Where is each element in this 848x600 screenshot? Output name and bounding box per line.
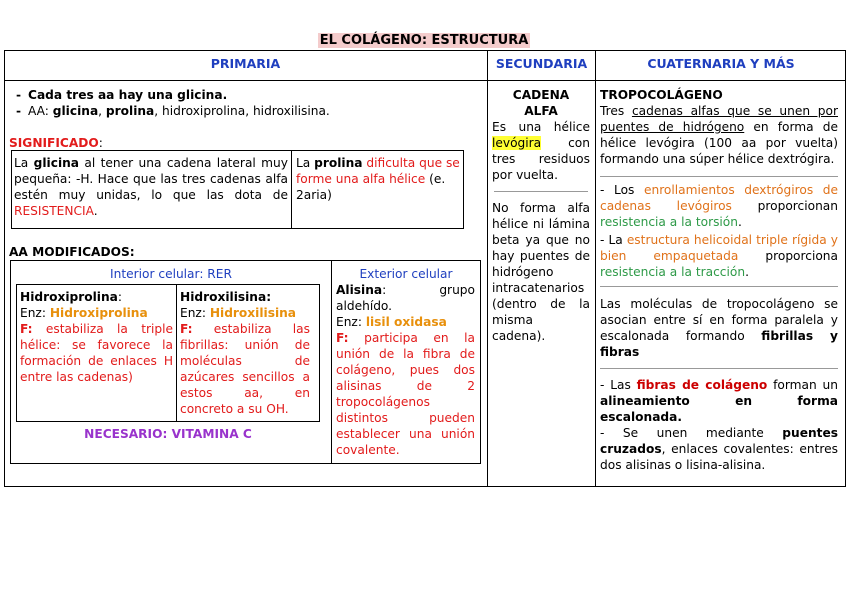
list-item: - AA: glicina, prolina, hidroxiprolina, hidroxilisina. — [14, 103, 474, 119]
enrollamientos-text: - Los enrollamientos dextrógiros de cadenas levógiros proporcionan resistencia a la torsión. — [600, 183, 838, 229]
header-primaria: PRIMARIA — [210, 56, 281, 71]
divider — [494, 191, 588, 192]
divider — [291, 150, 292, 229]
fibras-text: - Las fibras de colágeno forman un alineamiento en forma escalonada. - Se unen mediante puentes cruzados, enlaces covalentes: entres dos alisinas o lisina-alisina. — [600, 378, 838, 472]
divider — [487, 50, 488, 487]
interior-label: Interior celular: RER — [110, 267, 232, 281]
divider — [600, 286, 838, 287]
tropocolageno-text: Tres cadenas alfas que se unen por puentes de hidrógeno en forma de hélice levógira (100 aa por vuelta) formando una súper hélice dextrógira. — [600, 104, 838, 166]
prolina-text: La prolina dificulta que se forme una alfa hélice (e. 2aria) — [296, 156, 460, 202]
divider — [176, 284, 177, 422]
exterior-label: Exterior celular — [359, 267, 453, 281]
divider — [4, 80, 846, 81]
page-title: EL COLÁGENO: ESTRUCTURA — [319, 33, 529, 48]
header-cuaternaria: CUATERNARIA Y MÁS — [647, 56, 795, 71]
list-item: - Cada tres aa hay una glicina. — [14, 87, 474, 103]
divider — [600, 368, 838, 369]
hidroxilisina-cell: Hidroxilisina: Enz: Hidroxilisina F: estabiliza las fibrillas: unión de moléculas de azúcares sencillos a estos aa, en concreto a su OH. — [180, 290, 310, 416]
glicina-text: La glicina al tener una cadena lateral muy pequeña: -H. Hace que las tres cadenas alfa estén muy unidas, lo que las dota de RESISTENCIA. — [14, 156, 288, 218]
divider — [600, 176, 838, 177]
helice-text: Es una hélice levógira con tres residuos por vuelta. — [492, 120, 590, 182]
no-forma-text: No forma alfa hélice ni lámina beta ya que no hay puentes de hidrógeno intracatenarios (dentro de la misma cadena). — [492, 201, 590, 343]
tropocolageno-title: TROPOCOLÁGENO — [600, 88, 723, 102]
cadena-alfa-title: CADENA ALFA — [512, 88, 570, 118]
significado-label: SIGNIFICADO: — [9, 136, 103, 150]
moleculas-text: Las moléculas de tropocolágeno se asocian entre sí en forma paralela y escalonada formando fibrillas y fibras — [600, 297, 839, 359]
aa-modificados-label: AA MODIFICADOS: — [9, 245, 135, 259]
header-secundaria: SECUNDARIA — [495, 56, 588, 71]
necesario-label: NECESARIO: VITAMINA C — [84, 427, 252, 441]
alisina-cell: Alisina: grupo aldehído. Enz: lisil oxidasa F: participa en la unión de la fibra de colágeno, pues dos alisinas de 2 tropocolágenos distintos pueden establecer una unión covalente. — [336, 283, 475, 457]
divider — [595, 50, 596, 487]
estructura-text: - La estructura helicoidal triple rígida y bien empaquetada proporciona resistencia a la tracción. — [600, 233, 839, 279]
primaria-bullets — [14, 87, 474, 119]
hidroxiprolina-cell: Hidroxiprolina: Enz: Hidroxiprolina F: estabiliza la triple hélice: se favorece la formación de enlaces H entre las cadenas) — [20, 290, 173, 384]
divider — [331, 260, 332, 464]
